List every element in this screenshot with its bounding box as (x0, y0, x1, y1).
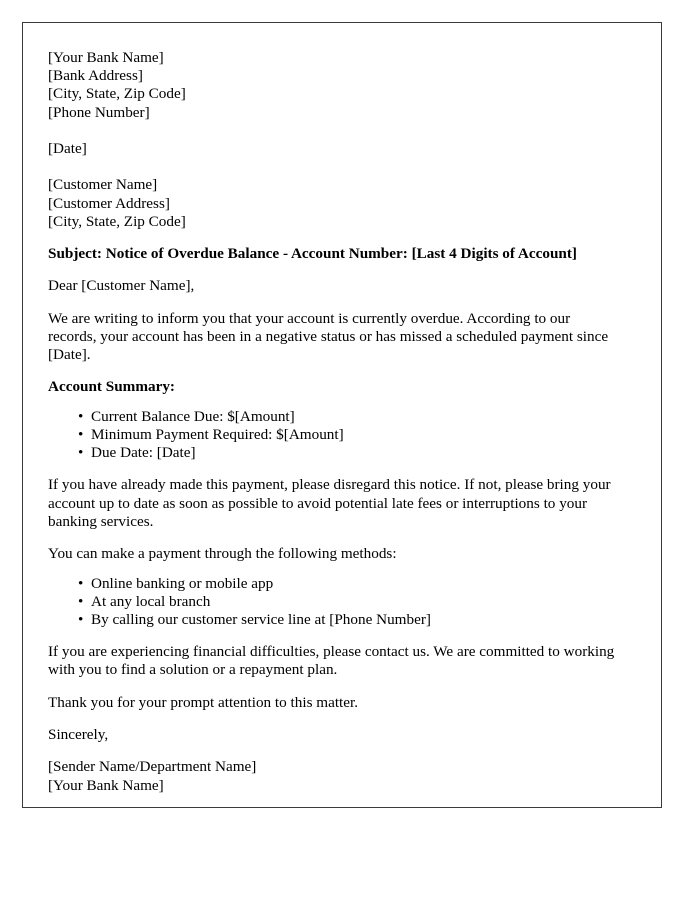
recipient-city-line: [City, State, Zip Code] (48, 212, 186, 230)
list-item (78, 610, 621, 629)
spacer-before-summary-heading (48, 364, 621, 378)
spacer-before-paragraph-1 (48, 296, 621, 310)
list-item-label: Due Date: [Date] (91, 444, 196, 462)
spacer-before-paragraph-3 (48, 629, 621, 643)
signature-sender-line: [Sender Name/Department Name] (48, 758, 257, 776)
spacer-before-salutation (48, 263, 621, 277)
bullet-icon: • (78, 574, 84, 592)
spacer-before-paragraph-4 (48, 680, 621, 694)
closing-salutation: Sincerely, (48, 726, 109, 744)
list-item (78, 592, 621, 611)
bullet-icon: • (78, 425, 84, 443)
spacer-before-paragraph-2 (48, 462, 621, 476)
signature-bank-line: [Your Bank Name] (48, 776, 164, 794)
payment-methods-list (48, 575, 621, 630)
date-line: [Date] (48, 140, 87, 157)
spacer-before-summary-list (48, 397, 621, 408)
list-item-label: Current Balance Due: $[Amount] (91, 407, 295, 425)
spacer-after-date (48, 158, 621, 176)
list-item-label: By calling our customer service line at [Phone Number] (91, 610, 431, 628)
paragraph-financial-difficulties: If you are experiencing financial difficulties, please contact us. We are committed to working with you to find a solution or a repayment plan. (48, 643, 615, 679)
list-item (78, 444, 621, 462)
list-item (78, 425, 621, 444)
sender-address-line: [Bank Address] (48, 67, 143, 85)
sender-name-line: [Your Bank Name] (48, 49, 164, 66)
sender-address-block (48, 49, 621, 122)
paragraph-overdue-notice: We are writing to inform you that your account is currently overdue. According to our records, your account has been in a negative status or has missed a scheduled payment since [Date]. (48, 309, 609, 364)
list-item (78, 407, 621, 426)
spacer-before-signature (48, 744, 621, 758)
signature-block (48, 758, 621, 794)
account-summary-heading: Account Summary: (48, 378, 175, 396)
spacer-before-payment-intro (48, 531, 621, 545)
bullet-icon: • (78, 592, 84, 610)
paragraph-disregard-notice: If you have already made this payment, please disregard this notice. If not, please bring your account up to date as soon as possible to avoid potential late fees or interruptions to your banking services. (48, 476, 611, 530)
spacer-before-subject (48, 231, 621, 245)
account-summary-list (48, 408, 621, 463)
document-page (22, 22, 662, 808)
bullet-icon: • (78, 407, 84, 425)
recipient-address-block (48, 176, 621, 231)
list-item-label: Online banking or mobile app (91, 574, 274, 592)
payment-methods-intro: You can make a payment through the following methods: (48, 545, 397, 563)
sender-phone-line: [Phone Number] (48, 103, 150, 121)
list-item-label: At any local branch (91, 592, 211, 610)
bullet-icon: • (78, 444, 84, 462)
paragraph-thank-you: Thank you for your prompt attention to this matter. (48, 693, 359, 711)
subject-line: Subject: Notice of Overdue Balance - Account Number: [Last 4 Digits of Account] (48, 245, 577, 262)
spacer-after-sender (48, 122, 621, 140)
list-item-label: Minimum Payment Required: $[Amount] (91, 425, 344, 443)
recipient-address-line: [Customer Address] (48, 194, 170, 212)
list-item (78, 574, 621, 593)
recipient-name-line: [Customer Name] (48, 176, 158, 194)
spacer-before-payment-list (48, 564, 621, 575)
bullet-icon: • (78, 610, 84, 628)
date-block (48, 140, 621, 158)
salutation: Dear [Customer Name], (48, 277, 195, 295)
sender-city-line: [City, State, Zip Code] (48, 85, 186, 103)
letter-body (48, 49, 621, 795)
spacer-before-closing (48, 712, 621, 726)
